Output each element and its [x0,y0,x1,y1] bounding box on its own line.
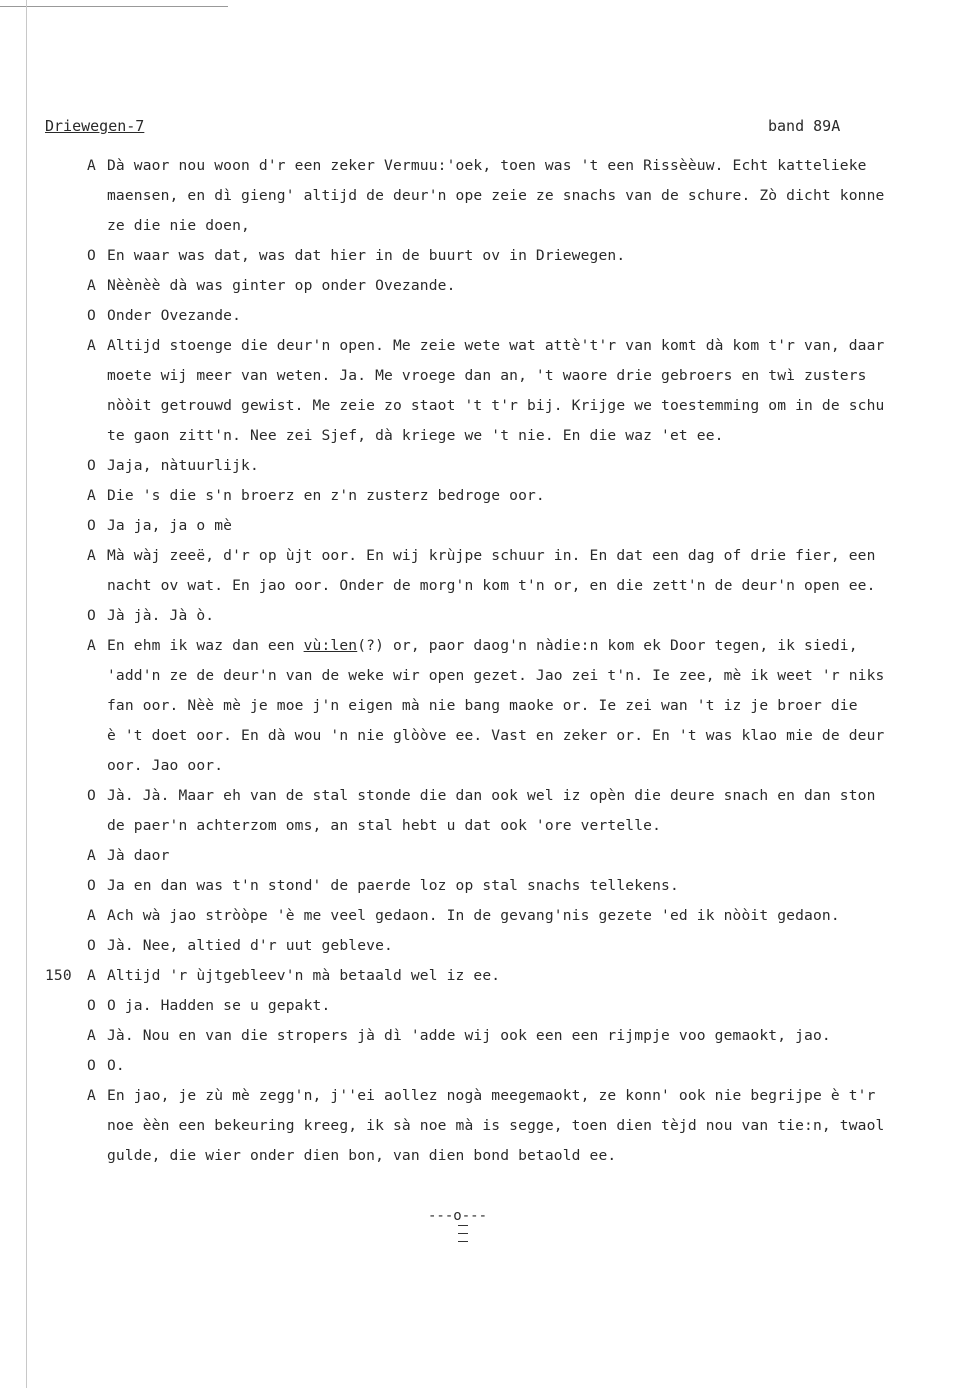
line-text: Jaja, nàtuurlijk. [107,457,259,474]
transcript-line [0,995,979,1025]
speaker-marker: O [87,607,96,624]
transcript-line [0,1085,979,1115]
speaker-marker: O [87,877,96,894]
transcript-line [0,245,979,275]
speaker-marker: A [87,847,96,864]
transcript-line [0,275,979,305]
transcript-body [0,155,979,1175]
transcript-line [0,335,979,365]
line-text: gulde, die wier onder dien bon, van dien bond betaold ee. [107,1147,617,1164]
uncertain-word: vù:len [303,637,358,654]
line-text: Altijd 'r ùjtgebleev'n mà betaald wel iz ee. [107,967,501,984]
speaker-marker: A [87,337,96,354]
speaker-marker: O [87,937,96,954]
transcript-line [0,695,979,725]
line-text: Jà. Nee, altied d'r uut gebleve. [107,937,393,954]
transcript-line [0,725,979,755]
speaker-marker: A [87,547,96,564]
transcript-line [0,605,979,635]
speaker-marker: O [87,787,96,804]
transcript-line [0,665,979,695]
line-text: ze die nie doen, [107,217,250,234]
transcript-line [0,305,979,335]
line-text: Ach wà jao stròòpe 'è me veel gedaon. In de gevang'nis gezete 'ed ik nòòit gedaon. [107,907,840,924]
line-text: è 't doet oor. En dà wou 'n nie glòòve ee. Vast en zeker or. En 't was klao mie de deur [107,727,885,744]
transcript-line [0,545,979,575]
line-text: Nèènèè dà was ginter op onder Ovezande. [107,277,456,294]
line-text: moete wij meer van weten. Ja. Me vroege dan an, 't waore drie gebroers en twì zusters [107,367,867,384]
line-text: Jà. Nou en van die stropers jà dì 'adde wij ook een een rijmpje voo gemaokt, jao. [107,1027,831,1044]
speaker-marker: A [87,157,96,174]
speaker-marker: A [87,1087,96,1104]
transcript-line [0,365,979,395]
line-text: Jà jà. Jà ò. [107,607,215,624]
speaker-marker: O [87,457,96,474]
transcript-line [0,1115,979,1145]
transcript-line [0,395,979,425]
line-text: Dà waor nou woon d'r een zeker Vermuu:'oek, toen was 't een Rissèèuw. Echt kattelieke [107,157,867,174]
line-text: oor. Jao oor. [107,757,224,774]
line-text: de paer'n achterzom oms, an stal hebt u dat ook 'ore vertelle. [107,817,662,834]
transcript-line [0,875,979,905]
document-title: Driewegen-7 [45,117,145,135]
line-text: En ehm ik waz dan een vù:len(?) or, paor daog'n nàdie:n kom ek Door tegen, ik siedi, [107,637,858,654]
speaker-marker: A [87,637,96,654]
line-text: O. [107,1057,125,1074]
end-mark-dashes: ---o--- [428,1208,488,1224]
line-text: maensen, en dì gieng' altijd de deur'n ope zeie ze snachs van de schure. Zò dicht konne [107,187,885,204]
end-mark-bars [458,1225,470,1249]
transcript-line [0,155,979,185]
line-text: Mà wàj zeeë, d'r op ùjt oor. En wij krùjpe schuur in. En dat een dag of drie fier, een [107,547,876,564]
transcript-line [0,635,979,665]
speaker-marker: O [87,307,96,324]
line-number: 150 [45,967,72,984]
line-text: nòòit getrouwd gewist. Me zeie zo staot 't t'r bij. Krijge we toestemming om in de schu [107,397,885,414]
transcript-line [0,1145,979,1175]
speaker-marker: O [87,247,96,264]
transcript-line [0,965,979,995]
transcript-line [0,815,979,845]
line-text: te gaon zitt'n. Nee zei Sjef, dà kriege we 't nie. En die waz 'et ee. [107,427,724,444]
transcript-line [0,485,979,515]
transcript-line [0,455,979,485]
tape-label: band 89A [768,117,841,135]
transcript-line [0,785,979,815]
transcript-line [0,215,979,245]
transcript-line [0,905,979,935]
speaker-marker: A [87,907,96,924]
transcript-line [0,1025,979,1055]
transcript-line [0,515,979,545]
line-text: Onder Ovezande. [107,307,242,324]
line-text: Ja en dan was t'n stond' de paerde loz op stal snachs tellekens. [107,877,679,894]
line-text: 'add'n ze de deur'n van de weke wir open gezet. Jao zei t'n. Ie zee, mè ik weet 'r niks [107,667,885,684]
line-text: Die 's die s'n broerz en z'n zusterz bedroge oor. [107,487,545,504]
line-text: Jà. Jà. Maar eh van de stal stonde die dan ook wel iz opèn die deure snach en dan ston [107,787,876,804]
speaker-marker: A [87,487,96,504]
speaker-marker: A [87,967,96,984]
transcript-line [0,425,979,455]
transcript-line [0,755,979,785]
speaker-marker: A [87,1027,96,1044]
transcript-line [0,575,979,605]
line-text: fan oor. Nèè mè je moe j'n eigen mà nie bang maoke or. Ie zei wan 't iz je broer die [107,697,858,714]
line-text: nacht ov wat. En jao oor. Onder de morg'n kom t'n or, en die zett'n de deur'n open ee. [107,577,876,594]
line-text: noe èèn een bekeuring kreeg, ik sà noe mà is segge, toen dien tèjd nou van tie:n, twaol [107,1117,885,1134]
line-text: Ja ja, ja o mè [107,517,233,534]
line-text: Jà daor [107,847,170,864]
speaker-marker: O [87,517,96,534]
line-text: En waar was dat, was dat hier in de buurt ov in Driewegen. [107,247,626,264]
speaker-marker: O [87,997,96,1014]
end-mark [428,1207,500,1225]
speaker-marker: A [87,277,96,294]
transcript-line [0,935,979,965]
speaker-marker: O [87,1057,96,1074]
line-text: En jao, je zù mè zegg'n, j''ei aollez nogà meegemaokt, ze konn' ook nie begrijpe è t'r [107,1087,876,1104]
line-text: O ja. Hadden se u gepakt. [107,997,331,1014]
transcript-line [0,1055,979,1085]
line-text: Altijd stoenge die deur'n open. Me zeie wete wat attè't'r van komt dà kom t'r van, daar [107,337,885,354]
transcript-line [0,185,979,215]
transcript-line [0,845,979,875]
top-rule [0,6,228,7]
